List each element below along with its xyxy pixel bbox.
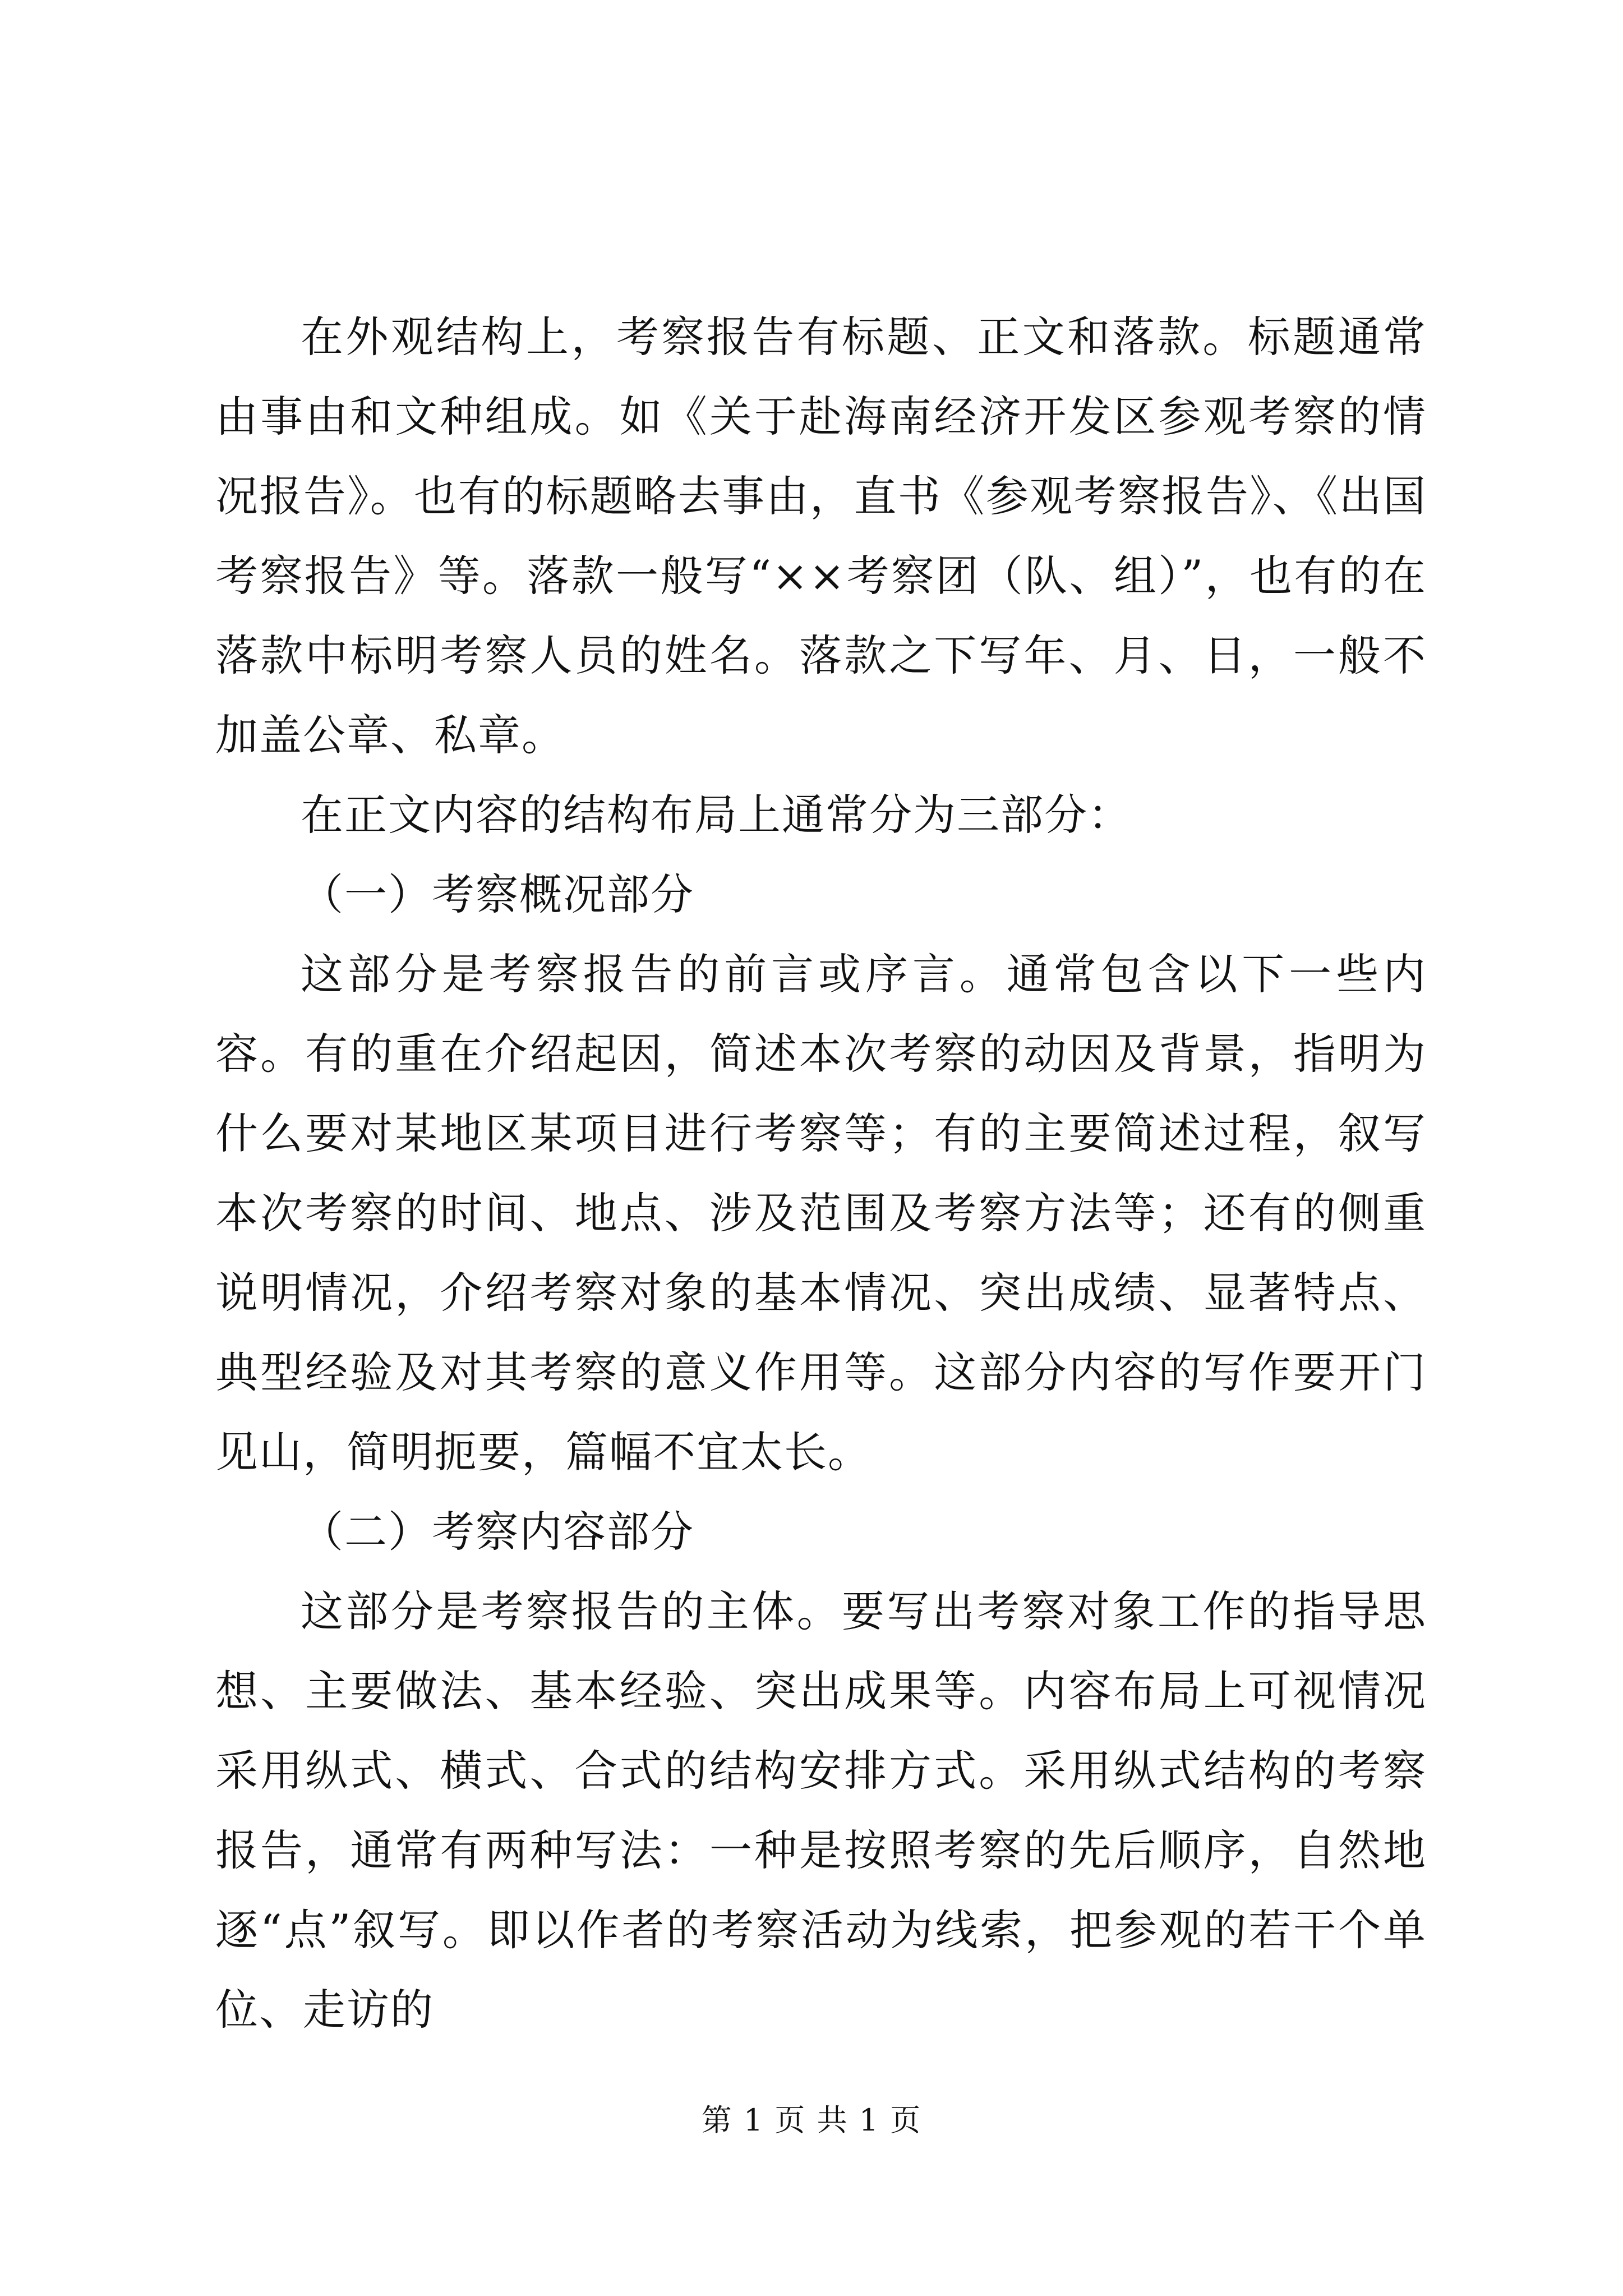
section-heading-content: （二）考察内容部分 (301, 1507, 694, 1557)
document-body (215, 297, 1427, 2050)
page-footer: 第 1 页 共 1 页 (701, 2102, 922, 2138)
section-heading-overview: （一）考察概况部分 (301, 869, 694, 919)
paragraph-body-layout: 在正文内容的结构布局上通常分为三部分： (301, 790, 1132, 840)
paragraph-structure-overview: 在外观结构上，考察报告有标题、正文和落款。标题通常由事由和文种组成。如《关于赴海南经济开发区参观考察的情况报告》。也有的标题略去事由，直书《参观考察报告》、《出国考察报告》等。落款一般写“××考察团（队、组）”，也有的在落款中标明考察人员的姓名。落款之下写年、月、日，一般不加盖公章、私章。 (215, 312, 1427, 760)
paragraph-overview-content: 这部分是考察报告的前言或序言。通常包含以下一些内容。有的重在介绍起因，简述本次考察的动因及背景，指明为什么要对某地区某项目进行考察等；有的主要简述过程，叙写本次考察的时间、地点、涉及范围及考察方法等；还有的侧重说明情况，介绍考察对象的基本情况、突出成绩、显著特点、典型经验及对其考察的意义作用等。这部分内容的写作要开门见山，简明扼要，篇幅不宜太长。 (215, 949, 1427, 1477)
paragraph-content-body: 这部分是考察报告的主体。要写出考察对象工作的指导思想、主要做法、基本经验、突出成果等。内容布局上可视情况采用纵式、横式、合式的结构安排方式。采用纵式结构的考察报告，通常有两种写法：一种是按照考察的先后顺序，自然地逐“点”叙写。即以作者的考察活动为线索，把参观的若干个单位、走访的 (215, 1586, 1427, 2035)
